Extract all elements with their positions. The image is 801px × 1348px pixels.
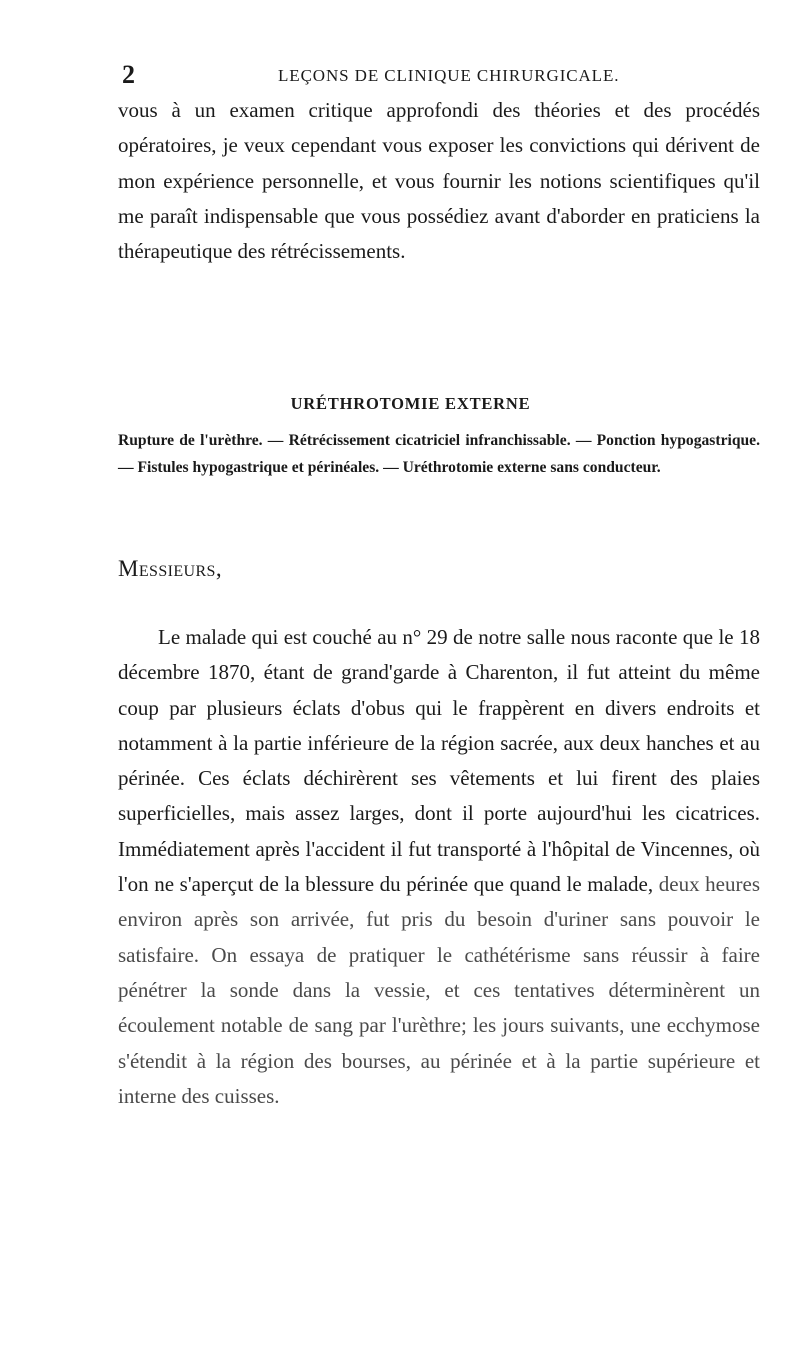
intro-paragraph: vous à un examen critique approfondi des théories et des procédés opératoires, je veux cependant vous exposer les convictions qui dérivent de mon expérience personnelle, et vous fournir les notions scientifiques qu'il me paraît indispensable que vous possédiez avant d'aborder en praticiens la thérapeutique des rétrécissements. <box>118 98 760 264</box>
section-title: URÉTHROTOMIE EXTERNE <box>290 394 531 413</box>
body-paragraph-main: Le malade qui est couché au n° 29 de notre salle nous raconte que le 18 décembre 1870, étant de grand'garde à Charenton, il fut atteint du même coup par plusieurs éclats d'obus qui le frappèrent en divers endroits et notamment à la partie inférieure de la région sacrée, aux deux hanches et au périnée. Ces éclats déchirèrent ses vêtements et lui firent des plaies superficielles, mais assez larges, dont il porte aujourd'hui les cicatrices. Immédiatement après l'accident il fut transporté à l'hôpital de Vincennes, où l'on ne s'aperçut de la blessure du périnée que quand le malade, <box>118 625 760 897</box>
body-paragraph <box>118 620 760 1114</box>
section-summary: Rupture de l'urèthre. — Rétrécissement cicatriciel infranchissable. — Ponction hypogastrique. — Fistules hypogastrique et périnéales. — Uréthrotomie externe sans conducteur. <box>118 432 760 476</box>
running-head <box>100 60 760 90</box>
body-paragraph-faded: deux heures environ après son arrivée, fut pris du besoin d'uriner sans pouvoir le satisfaire. On essaya de pratiquer le cathétérisme sans réussir à faire pénétrer la sonde dans la vessie, et ces tentatives déterminèrent un écoulement notable de sang par l'urèthre; les jours suivants, une ecchymose s'étendit à la région des bourses, au périnée et à la partie supérieure et interne des cuisses. <box>118 872 760 1108</box>
page-number: 2 <box>122 60 135 89</box>
salutation: Messieurs, <box>118 556 222 581</box>
running-title: LEÇONS DE CLINIQUE CHIRURGICALE. <box>278 66 620 85</box>
